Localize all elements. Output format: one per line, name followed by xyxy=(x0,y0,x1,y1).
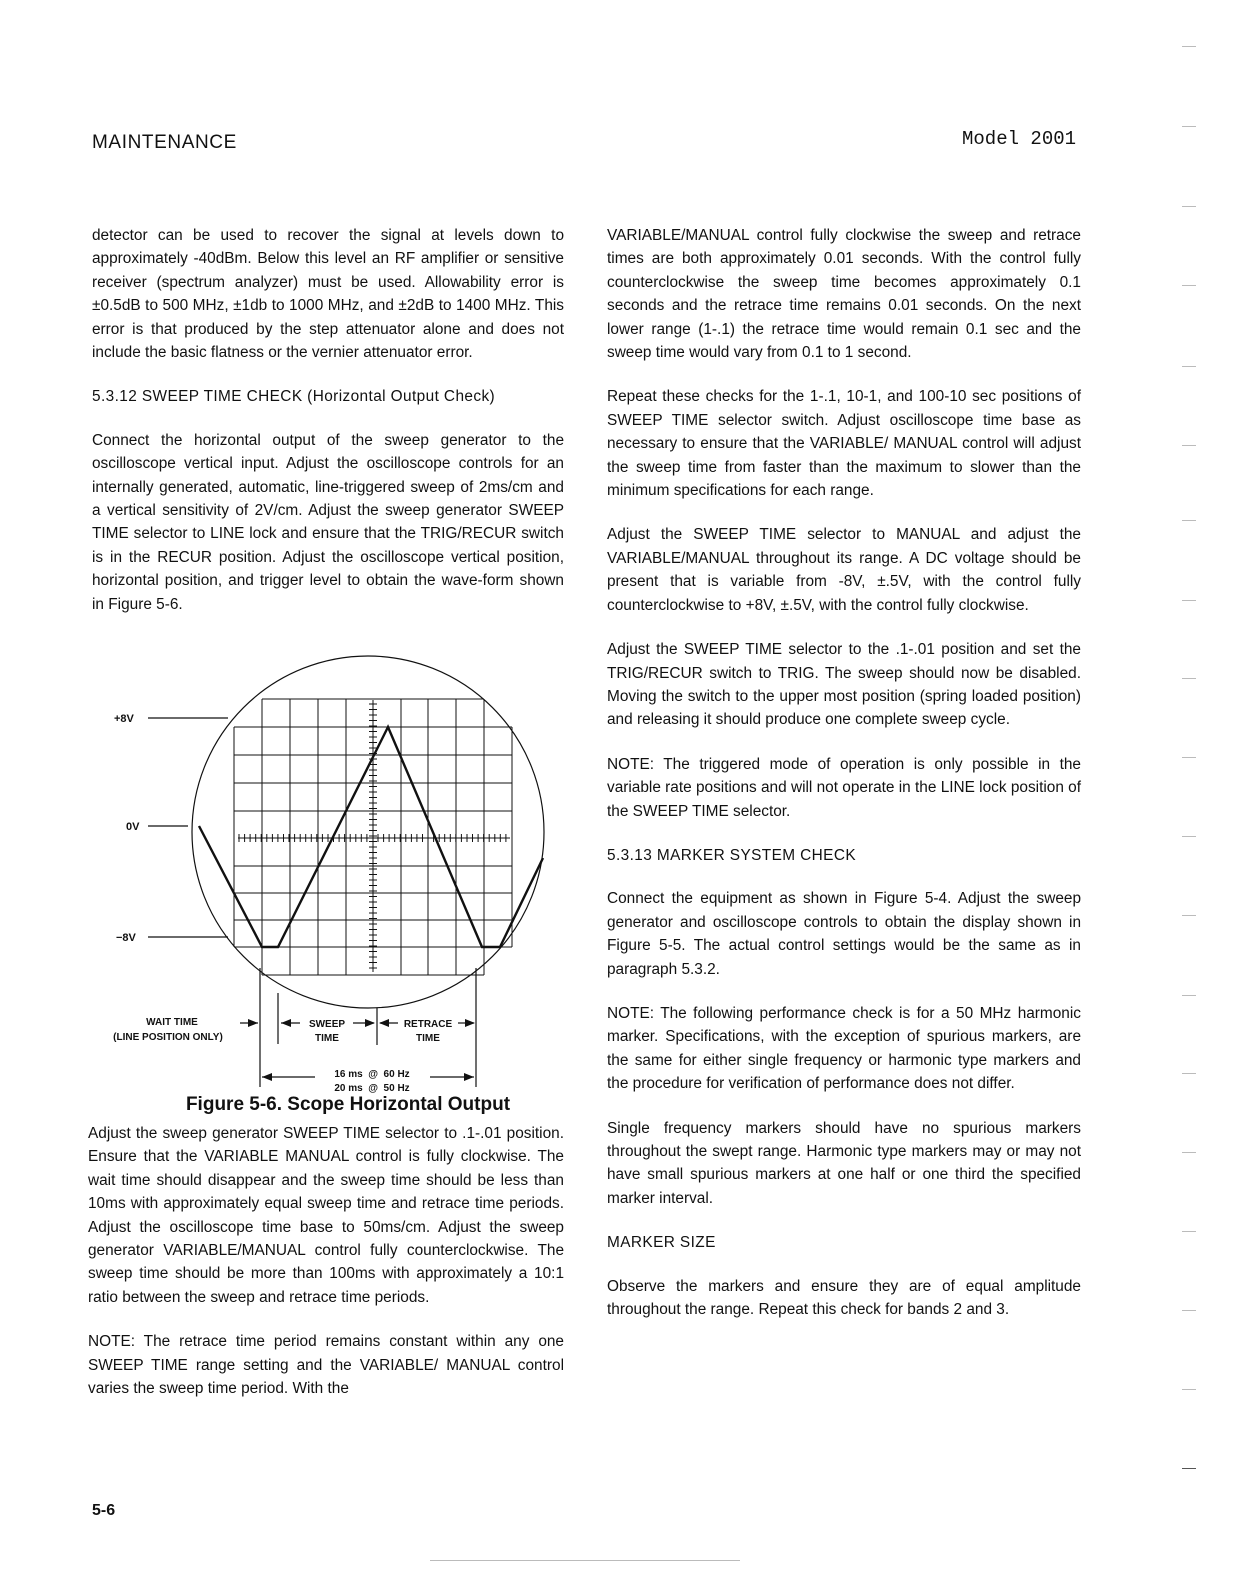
paragraph-repeat-checks: Repeat these checks for the 1-.1, 10-1, and 100-10 sec positions of SWEEP TIME selector switch. Adjust oscilloscope time base as necessary to ensure that the VARIABLE/ MANUAL control will adjust the sweep time from faster than the maximum to slower than the minimum specifications for each range. xyxy=(607,388,1081,500)
paragraph-single-frequency: Single frequency markers should have no spurious markers throughout the swept range. Harmonic type markers may or may not have small spurious markers at one half or one third the specified marker interval. xyxy=(607,1119,1081,1207)
scan-mark xyxy=(1182,757,1196,758)
scan-mark xyxy=(1182,915,1196,916)
heading-marker-system-check: 5.3.13 MARKER SYSTEM CHECK xyxy=(607,846,857,864)
scan-mark xyxy=(1182,1310,1196,1311)
label-plus-8v: +8V xyxy=(114,713,134,725)
label-sweep: SWEEP xyxy=(308,1019,346,1030)
graticule-grid xyxy=(234,699,512,975)
crt-outline xyxy=(192,656,544,1008)
scan-line xyxy=(430,1560,740,1561)
scan-mark xyxy=(1182,1468,1196,1469)
scan-mark xyxy=(1182,1152,1196,1153)
label-retrace: RETRACE xyxy=(403,1019,453,1030)
page-number: 5-6 xyxy=(92,1502,116,1519)
label-period-50hz: 20 ms @ 50 Hz xyxy=(334,1083,410,1094)
scan-mark xyxy=(1182,520,1196,521)
sweep-waveform xyxy=(199,727,543,947)
scan-mark xyxy=(1182,1231,1196,1232)
scan-mark xyxy=(1182,600,1196,601)
left-column-upper xyxy=(92,224,564,616)
section-header: MAINTENANCE xyxy=(92,132,237,153)
label-sweep-time: TIME xyxy=(315,1033,339,1044)
timing-dimension-lines xyxy=(240,968,476,1087)
scan-mark xyxy=(1182,46,1196,47)
scan-mark xyxy=(1182,285,1196,286)
left-column-lower xyxy=(88,1122,564,1421)
graticule-axes xyxy=(238,700,510,972)
paragraph-note-triggered: NOTE: The triggered mode of operation is only possible in the variable rate positions and will not operate in the LINE lock position of the SWEEP TIME selector. xyxy=(607,755,1081,820)
right-column xyxy=(607,224,1081,1342)
paragraph-note-retrace: NOTE: The retrace time period remains constant within any one SWEEP TIME range setting and the VARIABLE/ MANUAL control varies the sweep time period. With the xyxy=(88,1333,564,1398)
paragraph-manual-dc: Adjust the SWEEP TIME selector to MANUAL and adjust the VARIABLE/MANUAL throughout its range. A DC voltage should be present that is variable from -8V, ±.5V, with the control fully counterclockwise to +8V, ±.5V, with the control fully clockwise. xyxy=(607,526,1081,614)
label-retrace-time: TIME xyxy=(416,1033,440,1044)
scan-mark xyxy=(1182,678,1196,679)
paragraph-observe-markers: Observe the markers and ensure they are of equal amplitude throughout the range. Repeat this check for bands 2 and 3. xyxy=(607,1277,1081,1319)
paragraph-detector: detector can be used to recover the signal at levels down to approximately -40dBm. Below this level an RF amplifier or sensitive receiver (spectrum analyzer) must be used. Allowability error is ±0.5dB to 500 MHz, ±1db to 1000 MHz, and ±2dB to 1400 MHz. This error is that produced by the step attenuator alone and does not include the basic flatness or the vernier attenuator error. xyxy=(92,227,564,362)
scan-mark xyxy=(1182,126,1196,127)
paragraph-adjust-sweep: Adjust the sweep generator SWEEP TIME selector to .1-.01 position. Ensure that the VARIABLE MANUAL control is fully clockwise. The wait time should disappear and the sweep time should be less than 10ms with approximately equal sweep time and retrace time periods. Adjust the oscilloscope time base to 50ms/cm. Adjust the sweep generator VARIABLE/MANUAL control fully counterclockwise. The sweep time should be more than 100ms with approximately a 10:1 ratio between the sweep and retrace time periods. xyxy=(88,1125,564,1306)
heading-sweep-time-check: 5.3.12 SWEEP TIME CHECK (Horizontal Output Check) xyxy=(92,388,496,406)
scan-mark xyxy=(1182,206,1196,207)
label-0v: 0V xyxy=(126,821,140,833)
figure-caption: Figure 5-6. Scope Horizontal Output xyxy=(185,1094,511,1115)
axis-ticks xyxy=(239,704,506,968)
heading-marker-size: MARKER SIZE xyxy=(607,1234,716,1252)
paragraph-trig-recur: Adjust the SWEEP TIME selector to the .1-.01 position and set the TRIG/RECUR switch to TRIG. The sweep should now be disabled. Moving the switch to the upper most position (spring loaded position) and releasing it should produce one complete sweep cycle. xyxy=(607,641,1081,729)
label-period-60hz: 16 ms @ 60 Hz xyxy=(334,1069,410,1080)
label-minus-8v: −8V xyxy=(116,932,136,944)
scan-mark xyxy=(1182,995,1196,996)
scan-mark xyxy=(1182,1389,1196,1390)
label-wait-time: WAIT TIME xyxy=(146,1017,198,1028)
arrow-heads xyxy=(248,1019,475,1081)
label-line-position-only: (LINE POSITION ONLY) xyxy=(113,1032,223,1043)
scan-mark xyxy=(1182,366,1196,367)
model-header: Model 2001 xyxy=(962,128,1077,150)
scan-mark xyxy=(1182,836,1196,837)
paragraph-connect-horizontal: Connect the horizontal output of the sweep generator to the oscilloscope vertical input. Adjust the oscilloscope controls for an internally generated, automatic, line-triggered sweep of 2ms/cm and a vertical sensitivity of 2V/cm. Adjust the sweep generator SWEEP TIME selector to LINE lock and ensure that the TRIG/RECUR switch is in the RECUR position. Adjust the oscilloscope vertical position, horizontal position, and trigger level to obtain the wave-form shown in Figure 5-6. xyxy=(92,431,564,613)
paragraph-variable-manual: VARIABLE/MANUAL control fully clockwise the sweep and retrace times are both approximately 0.01 seconds. With the control fully counterclockwise the sweep time becomes approximately 0.1 seconds and the retrace time remains 0.01 seconds. On the next lower range (1-.1) the retrace time would remain 0.1 sec and the sweep time would vary from 0.1 to 1 second. xyxy=(607,227,1081,362)
scan-mark xyxy=(1182,445,1196,446)
paragraph-note-harmonic: NOTE: The following performance check is for a 50 MHz harmonic marker. Specifications, with the exception of spurious markers, are the same for either single frequency or harmonic type markers and the procedure for verification of performance does not differ. xyxy=(607,1004,1081,1093)
scan-mark xyxy=(1182,1073,1196,1074)
paragraph-connect-equipment: Connect the equipment as shown in Figure 5-4. Adjust the sweep generator and oscilloscope controls to obtain the display shown in Figure 5-5. The actual control settings would be the same as in paragraph 5.3.2. xyxy=(607,890,1081,978)
